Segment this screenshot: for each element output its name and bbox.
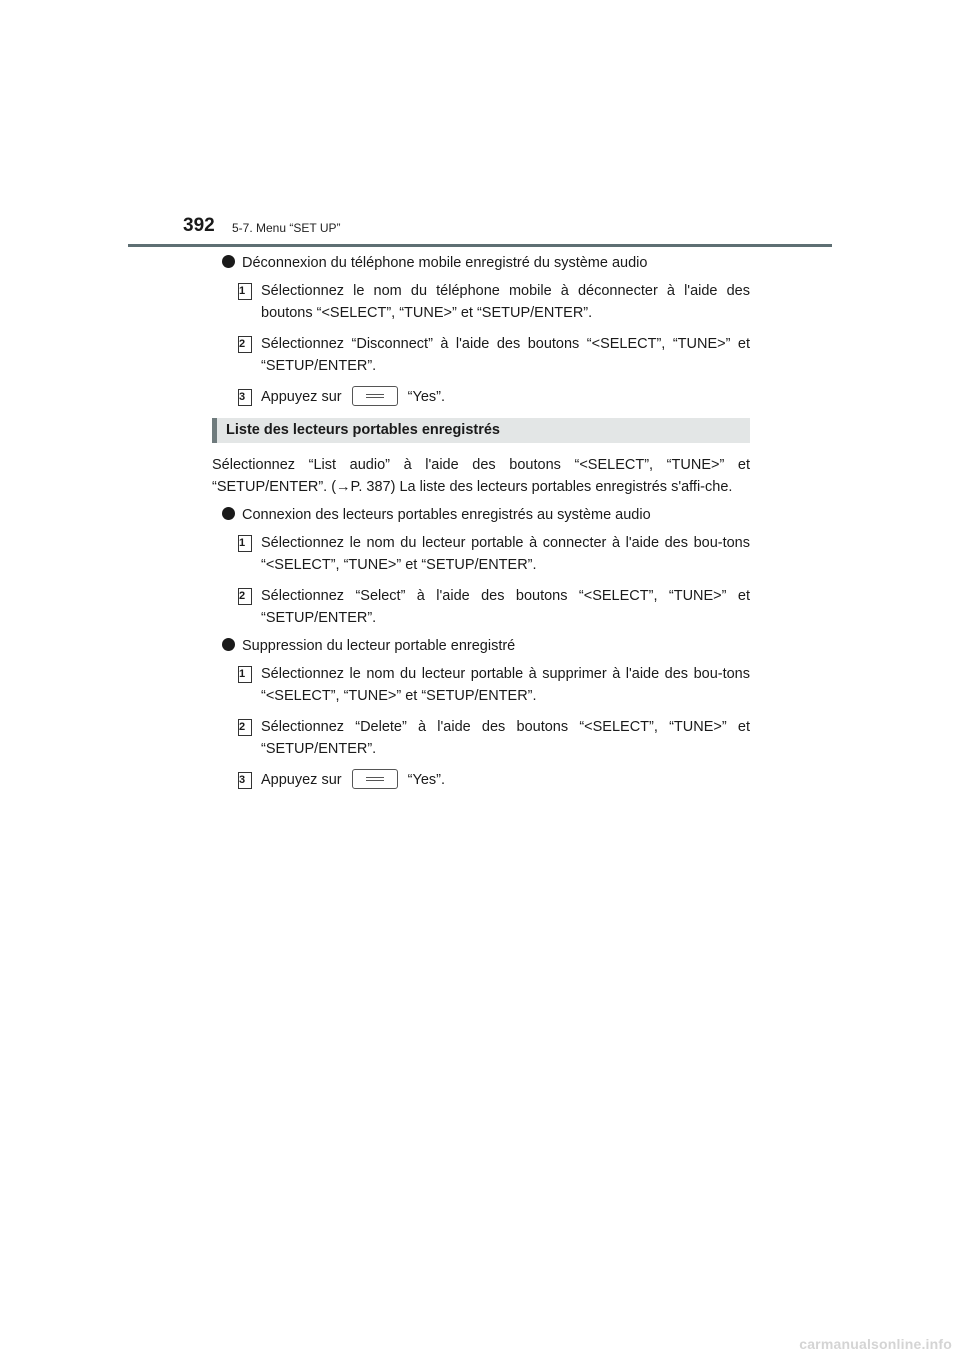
bullet-icon [222,638,235,651]
step-prefix: Appuyez sur [261,389,342,405]
step-text: Sélectionnez “Disconnect” à l'aide des boutons “<SELECT”, “TUNE>” et “SETUP/ENTER”. [261,336,750,374]
step-item [212,716,750,760]
header-rule [128,244,832,247]
step-number: 2 [238,336,252,353]
bullet-connect-portable [212,504,750,526]
step-number: 3 [238,772,252,789]
step-item [212,386,750,408]
bullet-disconnect-phone [212,252,750,274]
step-item [212,769,750,791]
step-prefix: Appuyez sur [261,772,342,788]
step-text: Sélectionnez “Delete” à l'aide des boutons “<SELECT”, “TUNE>” et “SETUP/ENTER”. [261,719,750,757]
step-item [212,532,750,576]
step-item [212,663,750,707]
page-number: 392 [183,215,215,236]
step-text: Sélectionnez le nom du téléphone mobile à déconnecter à l'aide des boutons “<SELECT”, “TUNE>” et “SETUP/ENTER”. [261,283,750,321]
step-number: 2 [238,719,252,736]
seek-button-icon [352,386,398,406]
step-number: 3 [238,389,252,406]
step-text: Sélectionnez le nom du lecteur portable à supprimer à l'aide des bou-tons “<SELECT”, “TUNE>” et “SETUP/ENTER”. [261,666,750,704]
step-text: Sélectionnez “Select” à l'aide des boutons “<SELECT”, “TUNE>” et “SETUP/ENTER”. [261,588,750,626]
seek-button-icon [352,769,398,789]
bullet-icon [222,255,235,268]
step-number: 2 [238,588,252,605]
step-suffix: “Yes”. [407,772,446,788]
bullet-icon [222,507,235,520]
bullet-title: Déconnexion du téléphone mobile enregistré du système audio [242,255,648,271]
watermark-logo: carmanualsonline.info [799,1336,952,1352]
step-number: 1 [238,535,252,552]
step-text: Sélectionnez le nom du lecteur portable à connecter à l'aide des bou-tons “<SELECT”, “TUNE>” et “SETUP/ENTER”. [261,535,750,573]
bullet-delete-portable [212,635,750,657]
step-item [212,333,750,377]
step-item [212,280,750,324]
step-suffix: “Yes”. [407,389,446,405]
bullet-title: Connexion des lecteurs portables enregistrés au système audio [242,507,651,523]
section-heading: Liste des lecteurs portables enregistrés [212,418,750,443]
intro-paragraph: Sélectionnez “List audio” à l'aide des boutons “<SELECT”, “TUNE>” et “SETUP/ENTER”. (→P. 387) La liste des lecteurs portables enregistrés s'affi-che. [212,457,750,495]
step-number: 1 [238,666,252,683]
step-number: 1 [238,283,252,300]
step-item [212,585,750,629]
section-label: 5-7. Menu “SET UP” [232,221,341,235]
bullet-title: Suppression du lecteur portable enregistré [242,638,516,654]
page-content [212,251,750,791]
